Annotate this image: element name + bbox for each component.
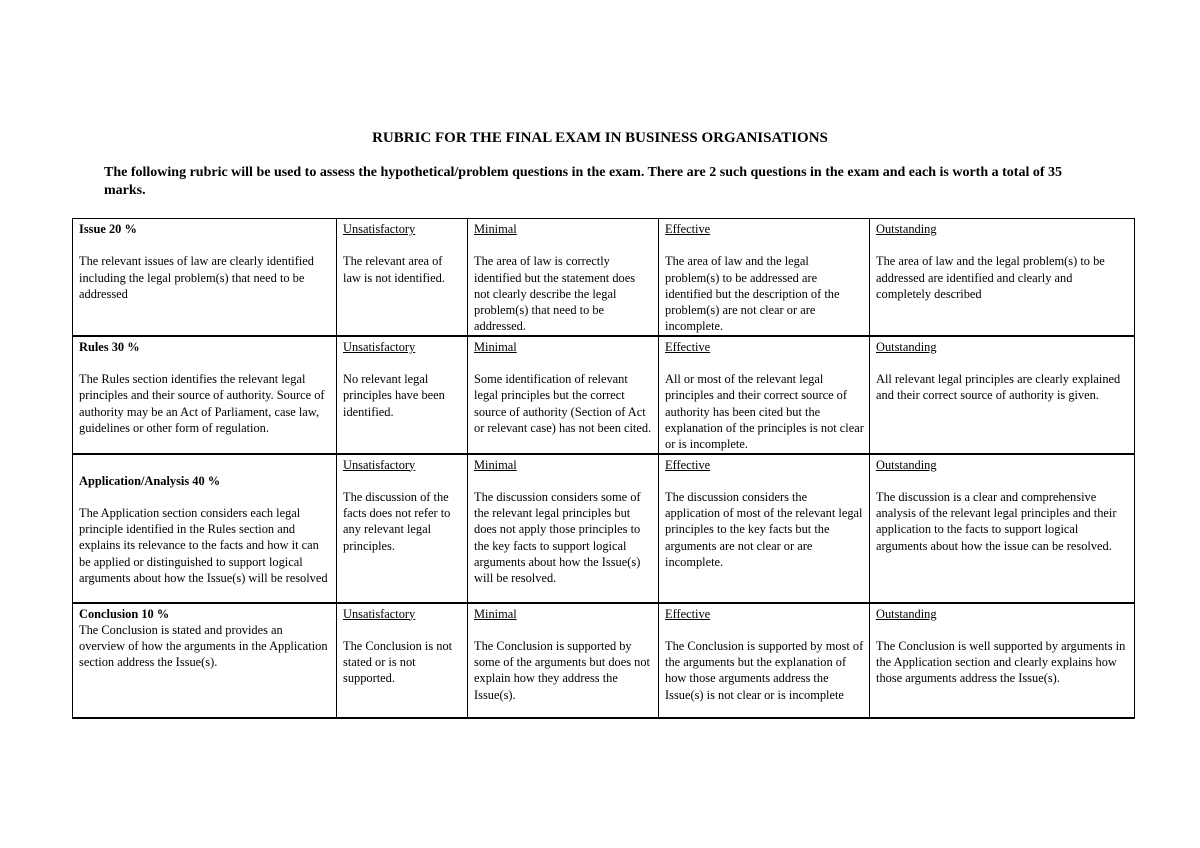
level-label: Effective [665,457,711,472]
rubric-row-rules [73,336,1135,454]
criterion-description: The Rules section identifies the relevant legal principles and their source of authority. Source of authority may be an Act of Parliament, case law, guidelines or other form of regulation. [79,372,325,435]
level-label: Minimal [474,606,517,621]
criterion-label: Application/Analysis 40 % [79,473,221,488]
criterion-description: The relevant issues of law are clearly identified including the legal problem(s) that need to be addressed [79,254,314,301]
criterion-cell [73,603,337,718]
intro-paragraph: The following rubric will be used to assess the hypothetical/problem questions in the exam. There are 2 such questions in the exam and each is worth a total of 35 marks. [104,165,1063,198]
level-text: The discussion considers the application of most of the relevant legal principles to the key facts but the arguments are not clear or are incomplete. [665,489,863,570]
level-cell-effective [659,219,870,336]
level-text: All or most of the relevant legal principles and their correct source of authority has been cited but the explanation of the principles is not clear or is incomplete. [665,372,864,452]
level-cell-minimal [468,219,659,336]
level-text: The Conclusion is well supported by arguments in the Application section and clearly explains how those arguments address the Issue(s). [876,638,1126,686]
level-cell-minimal [468,336,659,454]
level-text: The Conclusion is supported by most of the arguments but the explanation of how those arguments address the Issue(s) is not clear or is incomplete [665,638,864,702]
level-label: Effective [665,606,711,621]
rubric-row-application [73,454,1135,603]
level-label: Outstanding [876,606,937,621]
criterion-label: Issue 20 % [79,222,137,236]
criterion-label: Rules 30 % [79,339,140,354]
level-text: The discussion considers some of the relevant legal principles but does not apply those principles to the key facts to support logical arguments about how the Issue(s) will be resolved. [474,489,641,586]
level-label: Minimal [474,339,517,354]
level-cell-effective [659,603,870,718]
level-label: Unsatisfactory [343,457,416,472]
level-label: Effective [665,222,711,236]
level-cell-outstanding [870,454,1135,603]
level-label: Effective [665,339,711,354]
level-text: The discussion is a clear and comprehensive analysis of the relevant legal principles and their application to the facts to support logical arguments about how the issue can be resolved. [876,489,1117,553]
level-text: Some identification of relevant legal principles but the correct source of authority (Section of Act or relevant case) has not been cited. [474,372,652,435]
document-title: RUBRIC FOR THE FINAL EXAM IN BUSINESS ORGANISATIONS [372,130,828,146]
level-cell-unsatisfactory [337,454,468,603]
level-text: The area of law is correctly identified but the statement does not clearly describe the legal problem(s) that need to be addressed. [474,254,636,334]
criterion-label: Conclusion 10 % [79,606,170,621]
level-label: Minimal [474,222,517,236]
level-cell-unsatisfactory [337,336,468,454]
criterion-description: The Application section considers each legal principle identified in the Rules section and explains its relevance to the facts and how it can be applied or distinguished to support logical arguments about how the Issue(s) will be resolved [79,505,328,586]
level-cell-unsatisfactory [337,219,468,336]
level-label: Unsatisfactory [343,606,416,621]
level-cell-effective [659,336,870,454]
rubric-row-conclusion [73,603,1135,718]
criterion-cell [73,336,337,454]
level-cell-minimal [468,603,659,718]
criterion-cell [73,219,337,336]
level-text: The Conclusion is supported by some of the arguments but does not explain how they address the Issue(s). [474,638,650,702]
rubric-table [72,218,1135,719]
criterion-description: The Conclusion is stated and provides an overview of how the arguments in the Application section address the Issue(s). [79,622,328,670]
level-text: The area of law and the legal problem(s) to be addressed are identified and clearly and completely described [876,254,1105,301]
criterion-cell [73,454,337,603]
level-label: Unsatisfactory [343,339,416,354]
level-text: All relevant legal principles are clearly explained and their correct source of authority is given. [876,372,1121,403]
level-label: Unsatisfactory [343,222,416,236]
level-text: The area of law and the legal problem(s) to be addressed are identified but the description of the problem(s) are not clear or are incomplete. [665,254,840,334]
level-cell-minimal [468,454,659,603]
level-label: Outstanding [876,339,937,354]
level-label: Outstanding [876,457,937,472]
rubric-row-issue [73,219,1135,336]
level-label: Minimal [474,457,517,472]
level-text: The Conclusion is not stated or is not supported. [343,638,453,686]
level-text: The discussion of the facts does not refer to any relevant legal principles. [343,489,451,553]
level-cell-outstanding [870,336,1135,454]
level-label: Outstanding [876,222,937,236]
level-cell-unsatisfactory [337,603,468,718]
level-cell-outstanding [870,603,1135,718]
level-text: No relevant legal principles have been identified. [343,372,445,419]
level-cell-outstanding [870,219,1135,336]
level-cell-effective [659,454,870,603]
level-text: The relevant area of law is not identified. [343,254,445,285]
